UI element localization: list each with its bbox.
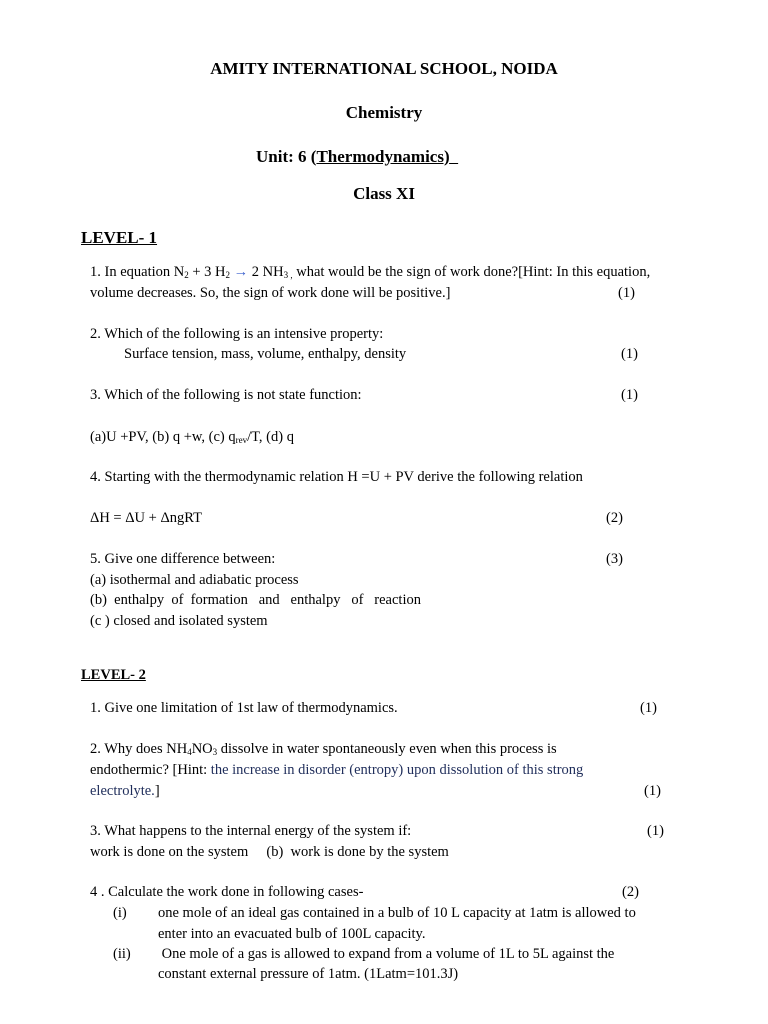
l1-q4-formula: ΔH = ΔU + ΔngRT	[90, 510, 202, 526]
level1-heading: LEVEL- 1	[81, 228, 158, 247]
l2-q4-line1: 4 . Calculate the work done in following cases-	[90, 884, 364, 900]
l1-q2-line1: 2. Which of the following is an intensive property:	[90, 326, 384, 342]
l2-q1-line1: 1. Give one limitation of 1st law of thermodynamics.	[90, 700, 398, 716]
l1-q3-line1: 3. Which of the following is not state function:	[90, 387, 362, 403]
l2-q3-line1: 3. What happens to the internal energy of the system if:	[90, 823, 412, 839]
l1-q2-line2: Surface tension, mass, volume, enthalpy, density	[124, 346, 407, 362]
l2-q1-marks: (1)	[640, 700, 657, 716]
level2-heading: LEVEL- 2	[81, 667, 146, 683]
l2-q2-line1: 2. Why does $NH_4NO_3$ dissolve in water spontaneously even when this process is	[90, 741, 557, 757]
l1-q2-marks: (1)	[621, 346, 638, 362]
l2-q4-marks: (2)	[622, 884, 639, 900]
l1-q5-c: (c ) closed and isolated system	[90, 613, 268, 629]
unit-title	[256, 147, 458, 167]
l2-q4-i-line2: enter into an evacuated bulb of 100L capacity.	[158, 926, 426, 942]
subject-title: Chemistry	[345, 103, 423, 122]
l1-q5-a: (a) isothermal and adiabatic process	[90, 572, 299, 588]
l1-q5-marks: (3)	[606, 551, 623, 567]
l1-q1-line2: volume decreases. So, the sign of work done will be positive.]	[90, 285, 451, 301]
l1-q4-line1: 4. Starting with the thermodynamic relation H =U + PV derive the following relation	[90, 469, 583, 485]
unit-topic: Thermodynamics)	[316, 147, 450, 166]
l1-q5-line1: 5. Give one difference between:	[90, 551, 276, 567]
l2-q3-marks: (1)	[647, 823, 664, 839]
l2-q2-marks: (1)	[644, 783, 661, 799]
l2-q2-line3: electrolyte.]	[90, 783, 160, 799]
l2-q4-i-line1: one mole of an ideal gas contained in a bulb of 10 L capacity at 1atm is allowed to	[158, 905, 636, 921]
l2-q4-ii-line2: constant external pressure of 1atm. (1Latm=101.3J)	[158, 966, 459, 982]
class-label: Class XI	[353, 184, 415, 203]
l1-q1-line1: 1. In equation $N_2 + 3$ $H_2 \to 2$ $NH_{3 ,}$ what would be the sign of work done?[Hint: In this equation,	[90, 264, 651, 280]
l1-q3-marks: (1)	[621, 387, 638, 403]
l2-q4-i-label: (i)	[113, 905, 127, 921]
l2-q4-ii-line1: One mole of a gas is allowed to expand from a volume of 1L to 5L against the	[158, 946, 615, 962]
unit-prefix: Unit: 6 (	[256, 147, 317, 166]
l1-q3-options: (a)U +PV, (b) q +w, (c) $q_{rev}/T$, (d) q	[90, 429, 294, 445]
l1-q4-marks: (2)	[606, 510, 623, 526]
l2-q2-line2: endothermic? [Hint: the increase in disorder (entropy) upon dissolution of this strong	[90, 762, 584, 778]
l1-q5-b: (b) enthalpy of formation and enthalpy of reaction	[90, 592, 421, 608]
l1-q1-marks: (1)	[618, 285, 635, 301]
arrow-icon: →	[233, 264, 249, 280]
l2-q4-ii-label: (ii)	[113, 946, 131, 962]
school-name: AMITY INTERNATIONAL SCHOOL, NOIDA	[210, 59, 558, 78]
l2-q3-line2: work is done on the system (b) work is done by the system	[90, 844, 449, 860]
